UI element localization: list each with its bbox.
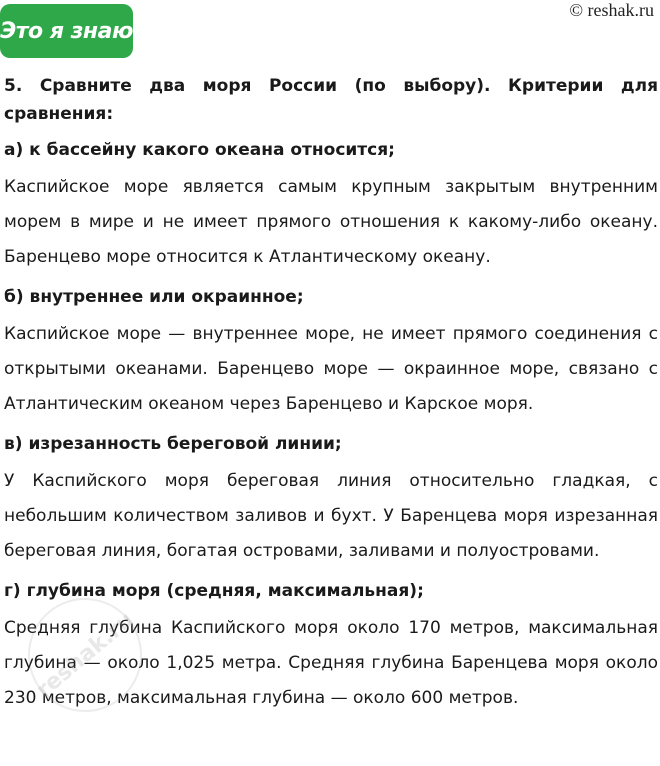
- watermark-logo: reshak.ru: [5, 575, 166, 736]
- answer-d: Средняя глубина Каспийского моря около 170 метров, максимальная глубина — около 1,025 метра. Средняя глубина Баренцева моря около 230 метров, максимальная глубина — около 600 метров.: [4, 618, 658, 708]
- question-b: б) внутреннее или окраинное;: [4, 287, 304, 307]
- copyright-text: © reshak.ru: [569, 0, 654, 20]
- question-c: в) изрезанность береговой линии;: [4, 434, 342, 454]
- topic-badge: Это я знаю: [0, 4, 133, 58]
- answer-a: Каспийское море является самым крупным закрытым внутренним морем в мире и не имеет прямого отношения к какому-либо океану. Баренцево море относится к Атлантическому океану.: [4, 177, 658, 267]
- answer-b: Каспийское море — внутреннее море, не имеет прямого соединения с открытыми океанами. Баренцево море — окраинное море, связано с Атлантическим океаном через Баренцево и Карское моря.: [4, 324, 658, 414]
- question-a: а) к бассейну какого океана относится;: [4, 140, 395, 160]
- task-content: [4, 72, 658, 716]
- answer-c: У Каспийского моря береговая линия относительно гладкая, с небольшим количеством заливов и бухт. У Баренцева моря изрезанная береговая линия, богатая островами, заливами и полуостровами.: [4, 471, 658, 561]
- question-d: г) глубина моря (средняя, максимальная);: [4, 581, 424, 601]
- task-title: 5. Сравните два моря России (по выбору). Критерии для сравнения:: [4, 76, 658, 124]
